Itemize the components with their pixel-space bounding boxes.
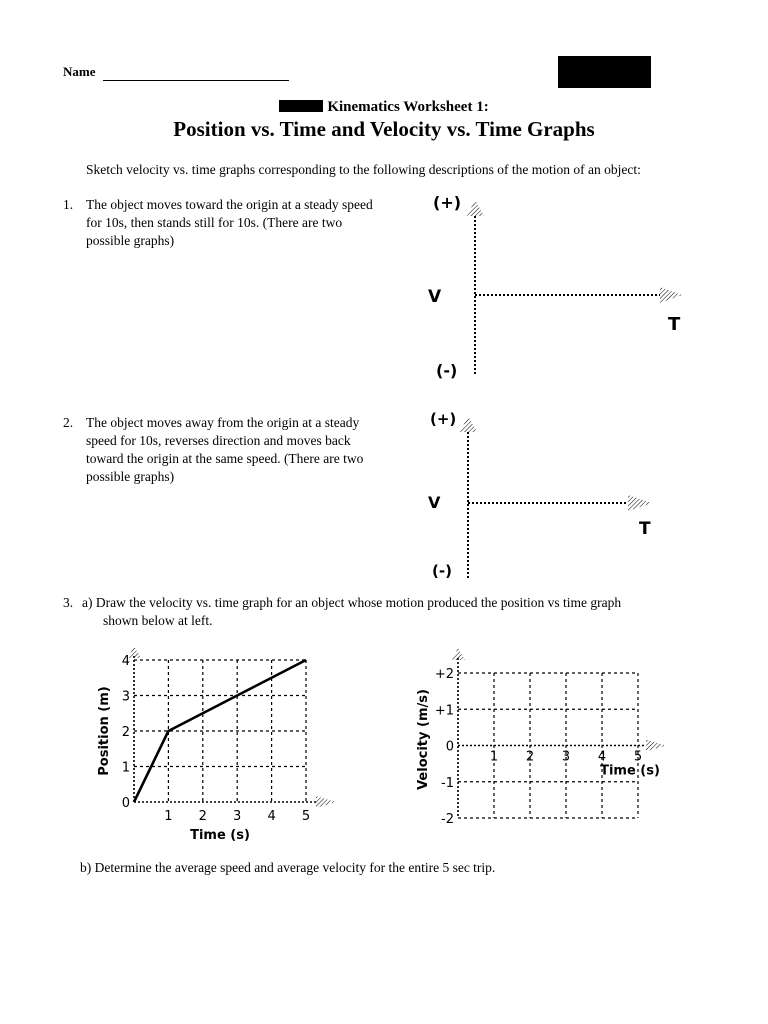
question-line: possible graphs) — [86, 233, 175, 248]
right-arrow-icon — [660, 287, 682, 303]
right-arrow-icon — [316, 796, 336, 808]
right-arrow-icon — [628, 495, 652, 511]
x-axis-label: Time (s) — [600, 763, 660, 779]
question-line: a) Draw the velocity vs. time graph for an object whose motion produced the position vs time graph — [82, 595, 622, 610]
question-3 — [63, 594, 723, 634]
x-tick-label: 1 — [489, 749, 499, 765]
up-arrow-icon — [452, 648, 465, 660]
x-tick-label: 4 — [597, 749, 607, 765]
negative-label: (-) — [432, 562, 452, 580]
page-title: Position vs. Time and Velocity vs. Time Graphs — [173, 117, 595, 141]
worksheet-title: Kinematics Worksheet 1: — [327, 99, 489, 115]
positive-label: (+) — [430, 410, 457, 428]
x-tick-label: 2 — [198, 809, 207, 824]
question-line: The object moves away from the origin at a steady — [86, 415, 360, 430]
y-tick-label: 4 — [121, 654, 130, 669]
velocity-time-chart[interactable] — [408, 644, 678, 834]
t-label: T — [668, 314, 681, 335]
position-time-chart — [92, 644, 342, 850]
redacted-box — [558, 56, 651, 88]
question-line: shown below at left. — [103, 613, 213, 628]
right-arrow-icon — [646, 740, 666, 752]
question-line: speed for 10s, reverses direction and moves back — [86, 433, 351, 448]
y-axis-label: Velocity (m/s) — [416, 689, 431, 790]
y-tick-label: 0 — [121, 796, 130, 811]
x-axis-label: Time (s) — [190, 828, 250, 843]
question-number: 1. — [63, 197, 74, 212]
positive-label: (+) — [433, 193, 462, 212]
question-line: The object moves toward the origin at a steady speed — [86, 197, 373, 212]
y-tick-label: -2 — [441, 812, 454, 827]
intro-text: Sketch velocity vs. time graphs corresponding to the following descriptions of the motion of an object: — [86, 162, 641, 177]
y-tick-label: 1 — [121, 760, 130, 776]
name-label: Name — [63, 64, 96, 79]
x-tick-label: 1 — [164, 809, 173, 824]
y-tick-label: 0 — [445, 739, 454, 755]
question-3b: b) Determine the average speed and average velocity for the entire 5 sec trip. — [80, 860, 496, 875]
question-line: for 10s, then stands still for 10s. (There are two — [86, 215, 343, 230]
x-tick-label: 5 — [633, 749, 643, 765]
q1-velocity-axes[interactable] — [420, 186, 700, 382]
question-number: 2. — [63, 415, 74, 430]
q2-velocity-axes[interactable] — [420, 404, 680, 584]
up-arrow-icon — [467, 200, 484, 216]
y-tick-label: +2 — [434, 667, 454, 682]
y-tick-label: 3 — [121, 689, 130, 705]
up-arrow-icon — [460, 416, 477, 432]
y-tick-label: +1 — [434, 703, 454, 719]
name-blank-line[interactable] — [103, 80, 289, 81]
question-line: toward the origin at the same speed. (There are two — [86, 451, 364, 466]
x-tick-label: 2 — [525, 749, 535, 765]
x-tick-label: 5 — [301, 809, 311, 824]
worksheet-heading — [0, 99, 768, 116]
negative-label: (-) — [436, 361, 458, 380]
question-2 — [63, 414, 413, 490]
x-tick-label: 3 — [561, 749, 571, 765]
x-tick-label: 3 — [233, 809, 242, 824]
question-1 — [63, 196, 413, 256]
v-label: V — [428, 493, 441, 512]
y-tick-label: -1 — [441, 775, 454, 791]
v-label: V — [428, 287, 442, 307]
y-axis-label: Position (m) — [97, 686, 112, 776]
y-tick-label: 2 — [121, 725, 130, 740]
t-label: T — [639, 519, 651, 539]
redacted-label — [279, 100, 323, 112]
question-number: 3. — [63, 595, 74, 610]
x-tick-label: 4 — [267, 809, 276, 824]
question-line: possible graphs) — [86, 469, 175, 484]
